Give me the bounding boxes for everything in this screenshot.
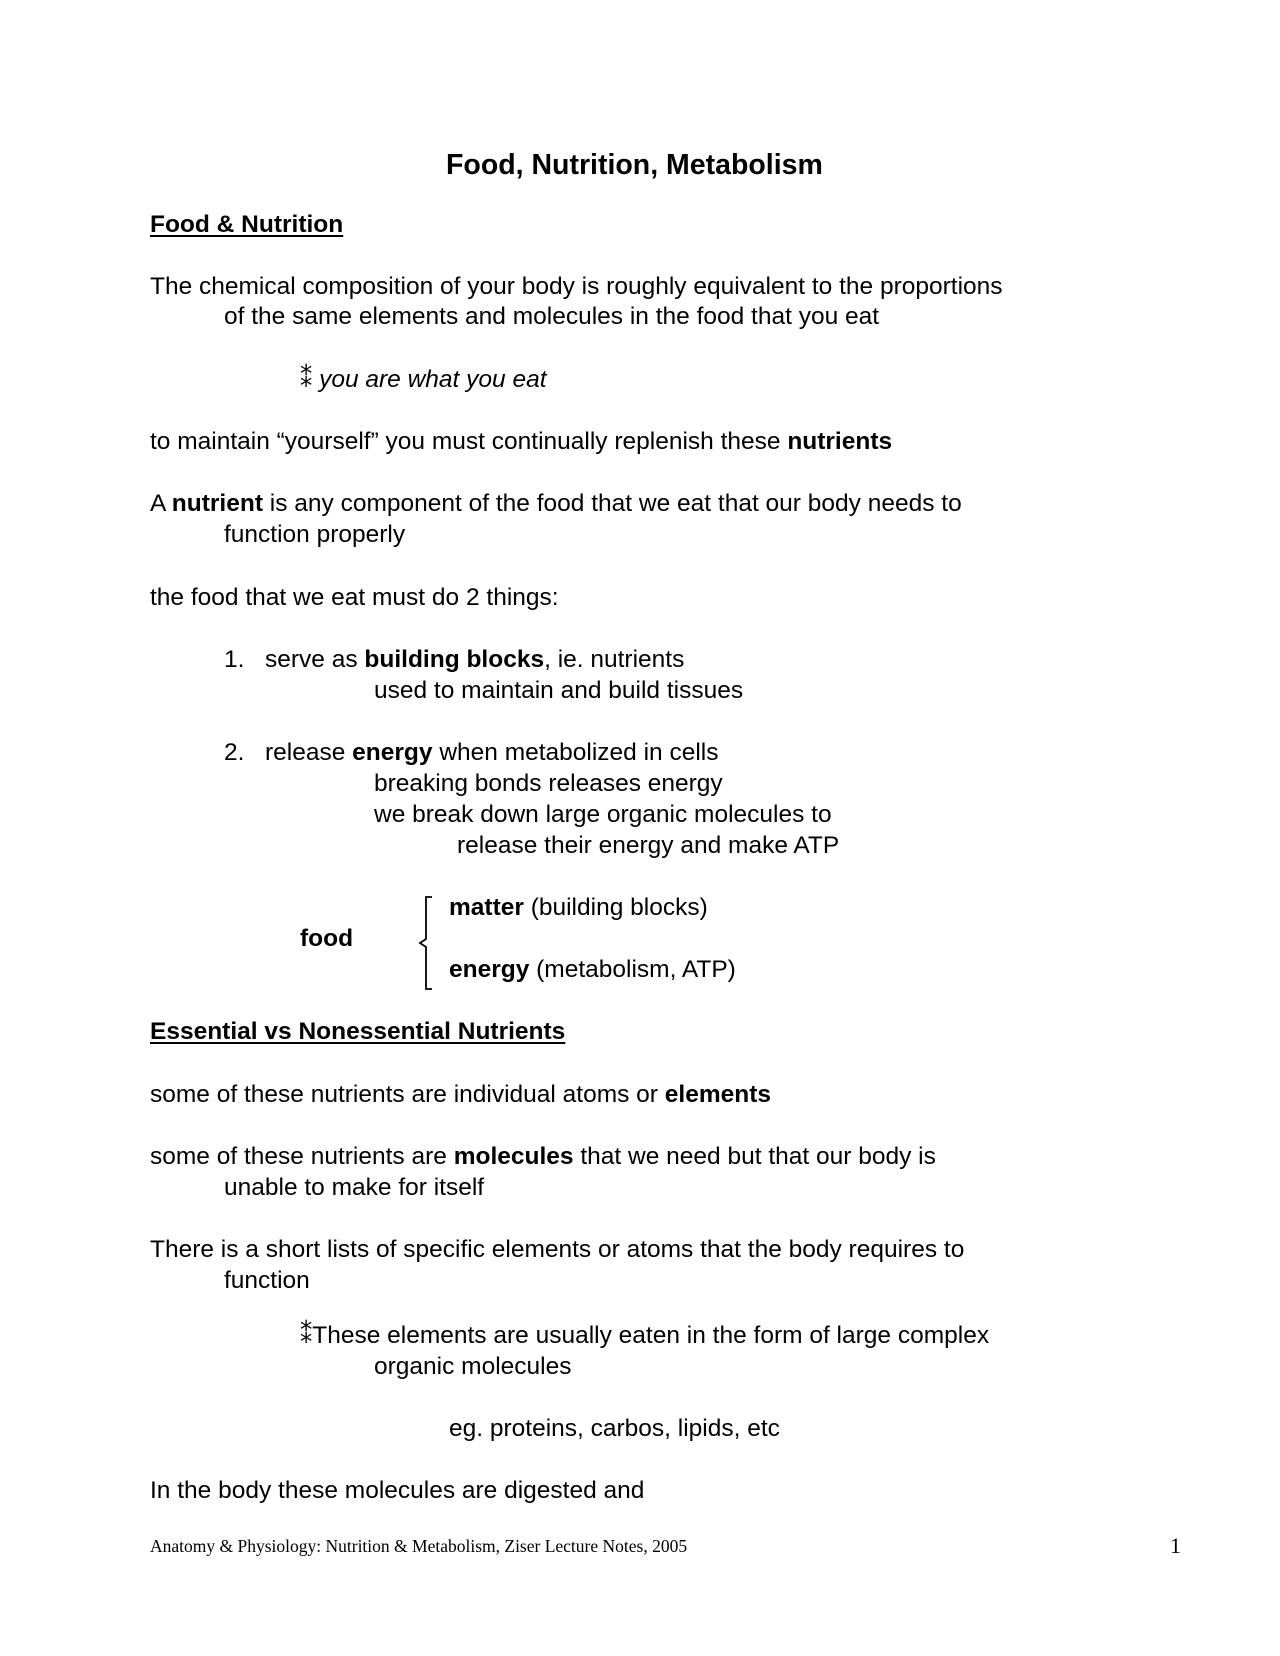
- list-item-release-energy-line4: release their energy and make ATP: [457, 832, 840, 859]
- paragraph-molecules-line2: unable to make for itself: [224, 1174, 485, 1201]
- footer-text: Anatomy & Physiology: Nutrition & Metabolism, Ziser Lecture Notes, 2005: [150, 1536, 688, 1556]
- paragraph-elements-list-line1: There is a short lists of specific elements or atoms that the body requires to: [150, 1236, 965, 1263]
- paragraph-nutrient-definition-line2: function properly: [224, 521, 406, 548]
- term-energy: energy: [352, 739, 433, 766]
- paragraph-replenish: to maintain “yourself” you must continually replenish these nutrients: [150, 428, 893, 455]
- food-label: food: [300, 925, 354, 952]
- list-item-release-energy-line2: breaking bonds releases energy: [374, 770, 723, 797]
- bullet-you-are-what-you-eat: [300, 365, 547, 395]
- bullet-complex-molecules-line2: organic molecules: [374, 1353, 572, 1380]
- paragraph-digested: In the body these molecules are digested and: [150, 1477, 645, 1504]
- term-nutrient: nutrient: [171, 490, 263, 517]
- food-energy: energy (metabolism, ATP): [449, 956, 736, 983]
- list-item-building-blocks-line2: used to maintain and build tissues: [374, 677, 744, 704]
- paragraph-composition-line2: of the same elements and molecules in the food that you eat: [224, 303, 880, 330]
- bullet-complex-molecules-line1: ⁑These elements are usually eaten in the form of large complex: [300, 1322, 990, 1349]
- list-item-number-1: 1.: [224, 646, 245, 673]
- paragraph-nutrient-definition-line1: A nutrient is any component of the food that we eat that our body needs to: [150, 490, 962, 517]
- food-matter: matter (building blocks): [449, 894, 708, 921]
- paragraph-elements: some of these nutrients are individual atoms or elements: [150, 1081, 771, 1108]
- page-number: 1: [1170, 1533, 1181, 1558]
- bullet-marker-icon: ⁑: [300, 366, 313, 393]
- paragraph-two-things: the food that we eat must do 2 things:: [150, 584, 559, 611]
- term-matter: matter: [449, 894, 524, 921]
- term-energy-food: energy: [449, 956, 530, 983]
- paragraph-composition-line1: The chemical composition of your body is roughly equivalent to the proportions: [150, 273, 1003, 300]
- list-item-release-energy-line3: we break down large organic molecules to: [374, 801, 832, 828]
- page-title: Food, Nutrition, Metabolism: [446, 149, 823, 181]
- list-item-number-2: 2.: [224, 739, 245, 766]
- term-molecules: molecules: [453, 1143, 574, 1170]
- section-heading-essential-nutrients: Essential vs Nonessential Nutrients: [150, 1018, 566, 1045]
- list-item-building-blocks: serve as building blocks, ie. nutrients: [265, 646, 685, 673]
- paragraph-molecules-line1: some of these nutrients are molecules that we need but that our body is: [150, 1143, 936, 1170]
- list-item-release-energy: release energy when metabolized in cells: [265, 739, 719, 766]
- term-building-blocks: building blocks: [364, 646, 545, 673]
- bullet-marker-icon: ⁑: [300, 1322, 313, 1349]
- bullet-text: you are what you eat: [319, 366, 547, 393]
- paragraph-elements-list-line2: function: [224, 1267, 310, 1294]
- section-heading-food-nutrition: Food & Nutrition: [150, 211, 344, 238]
- examples-line: eg. proteins, carbos, lipids, etc: [449, 1415, 780, 1442]
- term-nutrients: nutrients: [787, 428, 893, 455]
- term-elements: elements: [664, 1081, 771, 1108]
- curly-brace-icon: [410, 895, 434, 991]
